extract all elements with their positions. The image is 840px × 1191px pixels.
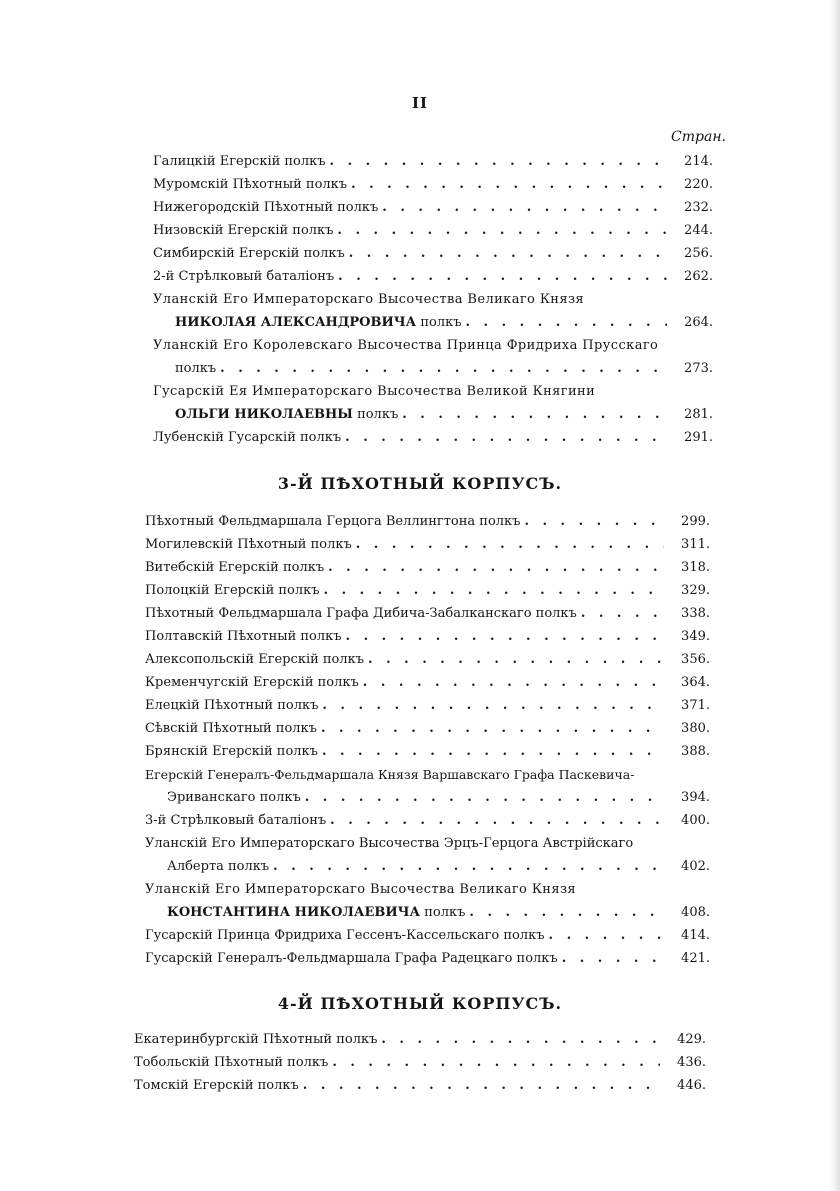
toc-entry[interactable]: Сѣвскій Пѣхотный полкъ . . . 380. — [145, 717, 710, 740]
toc-entry[interactable]: Брянскій Егерскій полкъ . . . 388. — [145, 740, 710, 763]
toc-entry[interactable]: Витебскій Егерскій полкъ . . . 318. — [145, 556, 710, 579]
toc-entry[interactable]: Низовскій Егерскій полкъ . . . 244. — [153, 219, 713, 242]
toc-entry[interactable]: Гусарскій Принца Фридриха Гессенъ-Кассельскаго полкъ . . . 414. — [145, 924, 710, 947]
toc-entry[interactable]: Пѣхотный Фельдмаршала Герцога Веллингтона полкъ . . . 299. — [145, 510, 710, 533]
toc-entry[interactable]: Могилевскій Пѣхотный полкъ . . . 311. — [145, 533, 710, 556]
toc-entry[interactable]: НИКОЛАЯ АЛЕКСАНДРОВИЧА полкъ . . . 264. — [153, 311, 713, 334]
page-number: II — [411, 94, 429, 112]
toc-entry[interactable]: Елецкій Пѣхотный полкъ . . . 371. — [145, 694, 710, 717]
toc-entry[interactable]: Гусарскій Генералъ-Фельдмаршала Графа Радецкаго полкъ . . . 421. — [145, 947, 710, 970]
toc-block-corps-2 — [153, 150, 713, 449]
toc-entry[interactable]: ОЛЬГИ НИКОЛАЕВНЫ полкъ . . . 281. — [153, 403, 713, 426]
toc-entry[interactable]: Алберта полкъ . . . 402. — [145, 855, 710, 878]
toc-entry-bold-name: КОНСТАНТИНА НИКОЛАЕВИЧА — [167, 905, 421, 920]
page-column-header: Стран. — [671, 129, 726, 145]
toc-entry[interactable]: Симбирскій Егерскій полкъ . . . 256. — [153, 242, 713, 265]
toc-entry[interactable]: Екатеринбургскій Пѣхотный полкъ . . . 429. — [134, 1028, 706, 1051]
toc-entry-bold-name: НИКОЛАЯ АЛЕКСАНДРОВИЧА — [175, 315, 417, 330]
toc-entry[interactable]: Кременчугскій Егерскій полкъ . . . 364. — [145, 671, 710, 694]
toc-entry[interactable]: Муромскій Пѣхотный полкъ . . . 220. — [153, 173, 713, 196]
toc-entry[interactable]: Галицкій Егерскій полкъ . . . 214. — [153, 150, 713, 173]
toc-entry[interactable]: Полтавскій Пѣхотный полкъ . . . 349. — [145, 625, 710, 648]
toc-entry[interactable]: Пѣхотный Фельдмаршала Графа Дибича-Забалканскаго полкъ . . . 338. — [145, 602, 710, 625]
toc-entry-line: Уланскій Его Императорскаго Высочества Великаго Князя — [145, 882, 577, 897]
toc-entry[interactable]: КОНСТАНТИНА НИКОЛАЕВИЧА полкъ . . . 408. — [145, 901, 710, 924]
toc-entry[interactable]: Томскій Егерскій полкъ . . . 446. — [134, 1074, 706, 1097]
toc-block-corps-3 — [145, 510, 710, 970]
toc-entry[interactable]: Полоцкій Егерскій полкъ . . . 329. — [145, 579, 710, 602]
toc-entry[interactable]: Нижегородскій Пѣхотный полкъ . . . 232. — [153, 196, 713, 219]
toc-entry[interactable]: Лубенскій Гусарскій полкъ . . . 291. — [153, 426, 713, 449]
toc-entry[interactable]: 3-й Стрѣлковый баталіонъ . . . 400. — [145, 809, 710, 832]
toc-entry[interactable]: 2-й Стрѣлковый баталіонъ . . . 262. — [153, 265, 713, 288]
section-title-corps-4: 4-Й ПѢХОТНЫЙ КОРПУСЪ. — [277, 994, 563, 1013]
toc-entry[interactable]: полкъ . . . 273. — [153, 357, 713, 380]
toc-entry-line: Уланскій Его Королевскаго Высочества Принца Фридриха Прусскаго — [153, 338, 659, 353]
toc-entry[interactable]: Тобольскій Пѣхотный полкъ . . . 436. — [134, 1051, 706, 1074]
toc-entry-line: Гусарскій Ея Императорскаго Высочества Великой Княгини — [153, 384, 596, 399]
toc-entry-line: Уланскій Его Императорскаго Высочества Эрцъ-Герцога Австрійскаго — [145, 836, 634, 851]
toc-entry[interactable]: Алексопольскій Егерскій полкъ . . . 356. — [145, 648, 710, 671]
section-title-corps-3: 3-Й ПѢХОТНЫЙ КОРПУСЪ. — [277, 474, 563, 493]
toc-block-corps-4 — [134, 1028, 706, 1097]
toc-entry[interactable]: Эриванскаго полкъ . . . 394. — [145, 786, 710, 809]
toc-entry-line: Уланскій Его Императорскаго Высочества Великаго Князя — [153, 292, 585, 307]
toc-entry-bold-name: ОЛЬГИ НИКОЛАЕВНЫ — [175, 407, 353, 422]
toc-entry-line: Егерскій Генералъ-Фельдмаршала Князя Варшавскаго Графа Паскевича- — [145, 767, 635, 782]
